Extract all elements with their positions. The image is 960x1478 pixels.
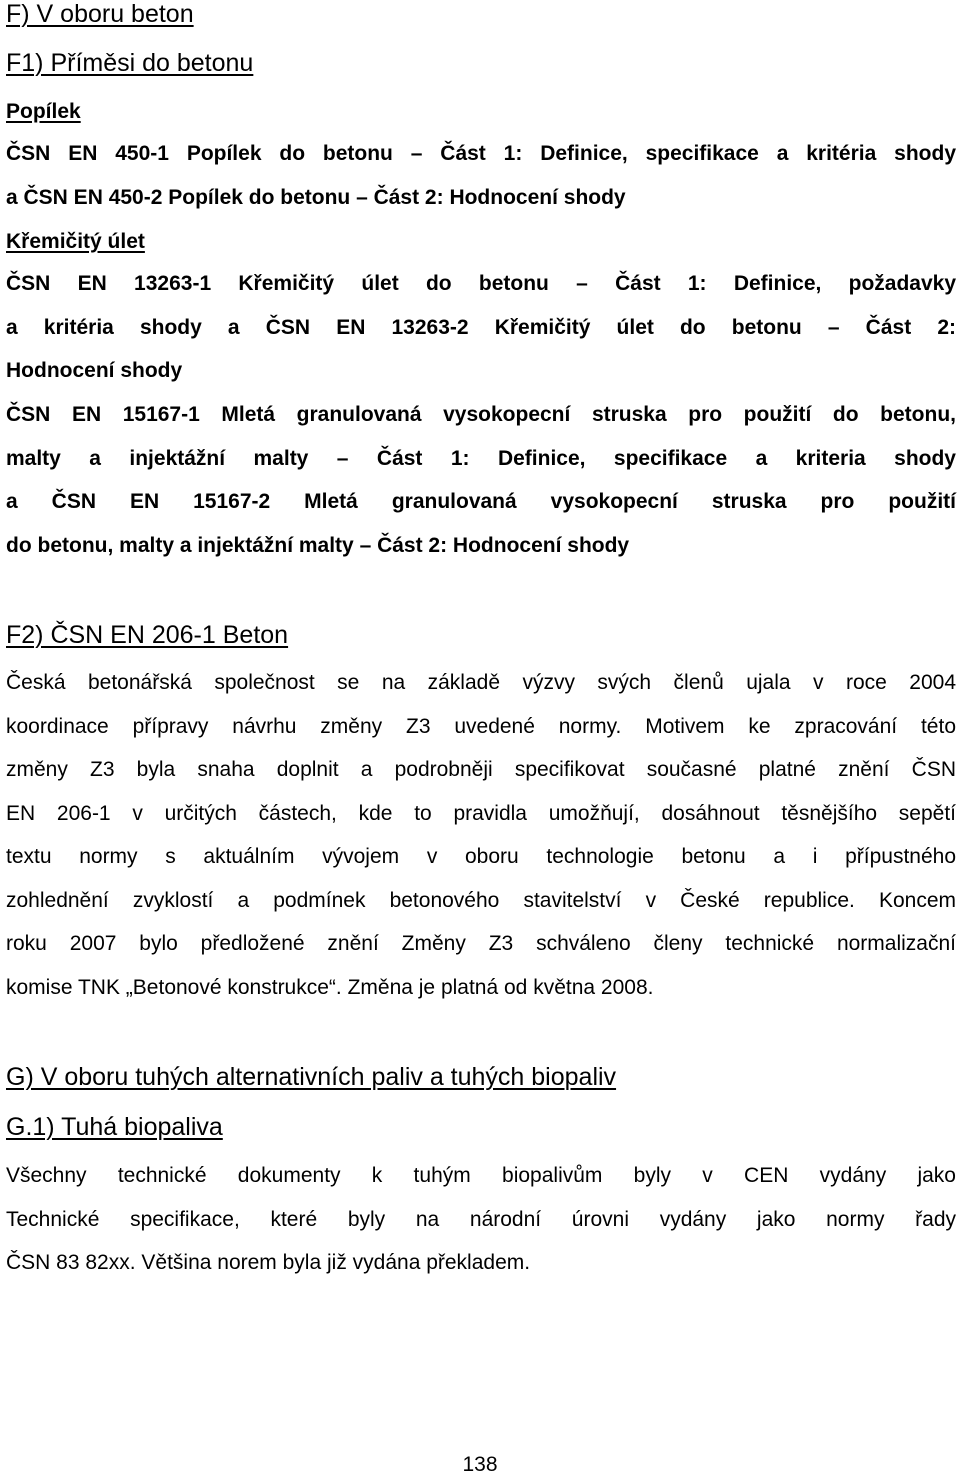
paragraph-line: do betonu, malty a injektážní malty – Část 2: Hodnocení shody bbox=[6, 533, 630, 557]
kremicity-ulet-heading: Křemičitý úlet bbox=[6, 230, 145, 253]
paragraph-line: malty a injektážní malty – Část 1: Definice, specifikace a kriteria shody bbox=[6, 446, 956, 470]
paragraph-line: ČSN EN 13263-1 Křemičitý úlet do betonu – Část 1: Definice, požadavky bbox=[6, 272, 956, 295]
section-g1-heading: G.1) Tuhá biopaliva bbox=[6, 1113, 223, 1141]
popilek-heading: Popílek bbox=[6, 100, 81, 123]
paragraph-line: Všechny technické dokumenty k tuhým biopalivům byly v CEN vydány jako bbox=[6, 1164, 956, 1187]
section-f1-heading: F1) Příměsi do betonu bbox=[6, 49, 254, 77]
kremicity-ulet-paragraph-2 bbox=[6, 393, 956, 567]
paragraph-line: změny Z3 byla snaha doplnit a podrobněji specifikovat současné platné znění ČSN bbox=[6, 758, 956, 781]
page-number: 138 bbox=[462, 1453, 498, 1476]
paragraph-line: koordinace přípravy návrhu změny Z3 uvedené normy. Motivem ke zpracování této bbox=[6, 714, 956, 738]
paragraph-line: a ČSN EN 450-2 Popílek do betonu – Část 2: Hodnocení shody bbox=[6, 185, 626, 209]
section-g1-paragraph bbox=[6, 1154, 956, 1285]
section-f2-heading: F2) ČSN EN 206-1 Beton bbox=[6, 621, 289, 649]
paragraph-line: roku 2007 bylo předložené znění Změny Z3 schváleno členy technické normalizační bbox=[6, 932, 956, 955]
kremicity-ulet-paragraph-1 bbox=[6, 262, 956, 393]
paragraph-line: komise TNK „Betonové konstrukce“. Změna je platná od května 2008. bbox=[6, 975, 654, 999]
paragraph-line: EN 206-1 v určitých částech, kde to pravidla umožňují, dosáhnout těsnějšího sepětí bbox=[6, 801, 956, 825]
paragraph-line: ČSN EN 15167-1 Mletá granulovaná vysokopecní struska pro použití do betonu, bbox=[6, 403, 956, 426]
section-f-heading: F) V oboru beton bbox=[6, 0, 194, 28]
paragraph-line: a ČSN EN 15167-2 Mletá granulovaná vysokopecní struska pro použití bbox=[6, 490, 956, 513]
paragraph-line: Česká betonářská společnost se na základě výzvy svých členů ujala v roce 2004 bbox=[6, 671, 956, 694]
paragraph-line: Hodnocení shody bbox=[6, 359, 183, 382]
popilek-paragraph bbox=[6, 132, 956, 219]
section-g-heading: G) V oboru tuhých alternativních paliv a tuhých biopaliv bbox=[6, 1063, 617, 1091]
paragraph-line: ČSN EN 450-1 Popílek do betonu – Část 1: Definice, specifikace a kritéria shody bbox=[6, 142, 956, 165]
paragraph-line: zohlednění zvyklostí a podmínek betonového stavitelství v České republice. Koncem bbox=[6, 888, 956, 912]
paragraph-line: ČSN 83 82xx. Většina norem byla již vydána překladem. bbox=[6, 1251, 531, 1274]
paragraph-line: a kritéria shody a ČSN EN 13263-2 Křemičitý úlet do betonu – Část 2: bbox=[6, 315, 956, 339]
paragraph-line: textu normy s aktuálním vývojem v oboru technologie betonu a i přípustného bbox=[6, 845, 956, 868]
paragraph-line: Technické specifikace, které byly na národní úrovni vydány jako normy řady bbox=[6, 1207, 956, 1231]
section-f2-paragraph bbox=[6, 661, 956, 1009]
